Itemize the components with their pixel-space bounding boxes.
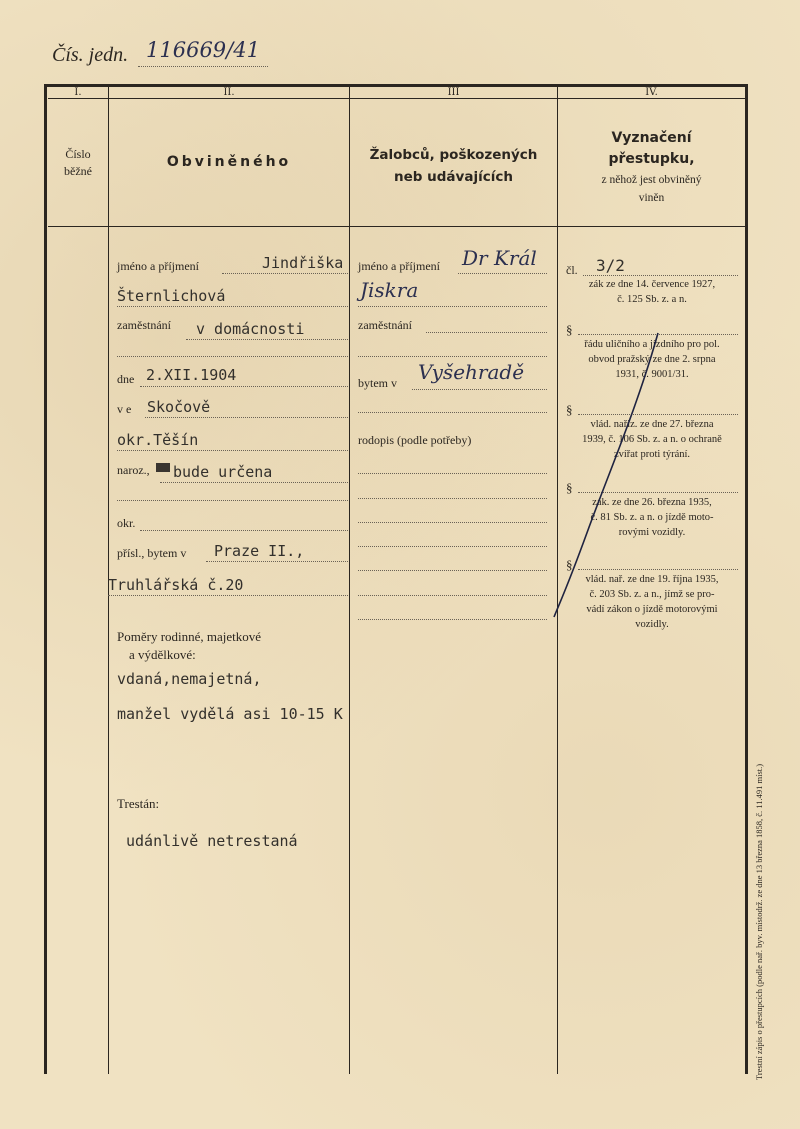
- law3-line3: zvířat proti týrání.: [613, 449, 691, 460]
- case-number-dotline: [138, 66, 268, 67]
- dotline: [358, 570, 547, 571]
- accused-employment-value: v domácnosti: [196, 320, 305, 338]
- accused-date-label: dne: [117, 372, 135, 386]
- dotline: [358, 306, 547, 307]
- col3-header: [350, 144, 557, 188]
- roman-col1: I.: [74, 87, 82, 98]
- dotline: [458, 273, 547, 274]
- accused-residence-label: přísl., bytem v: [117, 546, 187, 560]
- col3-header-line1: Žalobců, poškozených: [369, 147, 538, 163]
- law3-line1: vlád. nařiz. ze dne 27. března: [590, 419, 714, 430]
- strike-through-mark: [548, 325, 668, 625]
- law2-line3: 1931, č. 9001/31.: [615, 369, 689, 380]
- offense-para-label: čl.: [566, 263, 578, 277]
- complainant-residence-value: Vyšehradě: [418, 360, 525, 384]
- dotline: [412, 389, 547, 390]
- dotline: [358, 522, 547, 523]
- col4-sub-2: viněn: [638, 192, 665, 204]
- dotline: [358, 412, 547, 413]
- accused-birth-label: naroz.,: [117, 463, 150, 477]
- accused-street-value: Truhlářská č.20: [108, 576, 244, 594]
- law5-line2: č. 203 Sb. z. a n., jímž se pro-: [589, 589, 715, 600]
- complainant-residence-label: bytem v: [358, 376, 397, 390]
- dotline: [358, 498, 547, 499]
- law1-line1: zák ze dne 14. července 1927,: [588, 279, 716, 290]
- complainant-rodopis-label: rodopis (podle potřeby): [358, 433, 472, 447]
- redaction-mark: [156, 463, 170, 472]
- accused-circumstances-label: [117, 628, 261, 664]
- circumstances-value-1: vdaná,nemajetná,: [117, 670, 262, 688]
- complainant-name-2: Jiskra: [360, 278, 419, 302]
- col1-header-line2: běžné: [64, 164, 92, 178]
- table-right-border: [745, 84, 748, 1074]
- col4-title-2: přestupku,: [608, 151, 695, 167]
- roman-col3: III: [447, 87, 460, 98]
- law2-line1: řádu uličního a jízdního pro pol.: [584, 339, 720, 350]
- col4-header: [558, 128, 745, 206]
- law1-line2: č. 125 Sb. z. a n.: [617, 294, 687, 305]
- dotline: [358, 356, 547, 357]
- accused-punished-value: udánlivě netrestaná: [126, 832, 298, 850]
- accused-punished-label: Trestán:: [117, 796, 160, 811]
- dotline: [358, 619, 547, 620]
- case-number-value: 116669/41: [146, 38, 260, 62]
- accused-place-value: Skočově: [147, 398, 211, 416]
- dotline: [186, 339, 348, 340]
- strike-through-line: [554, 333, 658, 617]
- roman-col4: IV.: [645, 87, 658, 98]
- col3-header-line2: neb udávajících: [394, 169, 513, 185]
- accused-residence-value: Praze II.,: [214, 542, 305, 560]
- dotline: [140, 386, 348, 387]
- dotline: [117, 450, 348, 451]
- dotline: [358, 546, 547, 547]
- offense-law-1: [562, 277, 742, 307]
- complainant-employment-label: zaměstnání: [358, 318, 412, 332]
- complainant-name-1: Dr Král: [462, 246, 537, 270]
- side-note: Trestní zápis o přestupcích (podle nař. byv. místodrž. ze dne 13 března 1858, č. 11.491 míst.): [754, 763, 764, 1080]
- circumstances-label-2: a výdělkové:: [129, 647, 196, 662]
- dotline: [117, 306, 348, 307]
- accused-name-label: jméno a příjmení: [117, 259, 199, 273]
- accused-okr-label: okr.: [117, 516, 136, 530]
- dotline: [145, 417, 348, 418]
- col2-header: Obviněného: [166, 154, 292, 170]
- dotline: [358, 473, 547, 474]
- law2-line2: obvod pražský ze dne 2. srpna: [588, 354, 716, 365]
- section-symbol-3: §: [566, 402, 573, 417]
- roman-row-divider: [48, 98, 746, 99]
- dotline: [117, 500, 348, 501]
- section-symbol-5: §: [566, 557, 573, 572]
- law5-line4: vozidly.: [635, 619, 669, 630]
- dotline: [206, 561, 348, 562]
- accused-employment-label: zaměstnání: [117, 318, 171, 332]
- law5-line1: vlád. nař. ze dne 19. října 1935,: [585, 574, 719, 585]
- accused-date-value: 2.XII.1904: [146, 366, 237, 384]
- col2-divider: [349, 86, 350, 1074]
- law4-line3: rovými vozidly.: [618, 527, 686, 538]
- col4-title-1: Vyznačení: [611, 130, 692, 146]
- dotline: [108, 595, 348, 596]
- circumstances-value-2: manžel vydělá asi 10-15 K: [117, 705, 343, 723]
- dotline: [358, 595, 547, 596]
- table-left-border: [44, 84, 47, 1074]
- accused-name-last: Šternlichová: [117, 287, 226, 305]
- law4-line2: č. 81 Sb. z. a n. o jízdě moto-: [590, 512, 714, 523]
- complainant-name-label: jméno a příjmení: [358, 259, 440, 273]
- section-symbol-4: §: [566, 480, 573, 495]
- col1-header: [48, 146, 108, 180]
- law3-line2: 1939, č. 106 Sb. z. a n. o ochraně: [582, 434, 722, 445]
- case-number-label: Čís. jedn.: [52, 44, 129, 66]
- roman-col2: II.: [223, 87, 235, 98]
- section-symbol-2: §: [566, 322, 573, 337]
- law4-line1: zák. ze dne 26. března 1935,: [592, 497, 712, 508]
- accused-place-prefix: v e: [117, 402, 132, 416]
- accused-name-first: Jindřiška: [262, 254, 344, 272]
- law5-line3: vádí zákon o jízdě motorovými: [586, 604, 718, 615]
- dotline: [583, 275, 738, 276]
- dotline: [222, 273, 348, 274]
- header-row-divider: [48, 226, 746, 227]
- offense-para-value: 3/2: [596, 256, 625, 275]
- circumstances-label-1: Poměry rodinné, majetkové: [117, 629, 262, 644]
- dotline: [426, 332, 547, 333]
- accused-birth-value: bude určena: [173, 463, 273, 481]
- dotline: [160, 482, 348, 483]
- col4-sub-1: z něhož jest obviněný: [601, 174, 702, 186]
- accused-district-value: okr.Těšín: [117, 431, 199, 449]
- col1-header-line1: Číslo: [65, 147, 91, 161]
- dotline: [117, 356, 348, 357]
- dotline: [140, 530, 348, 531]
